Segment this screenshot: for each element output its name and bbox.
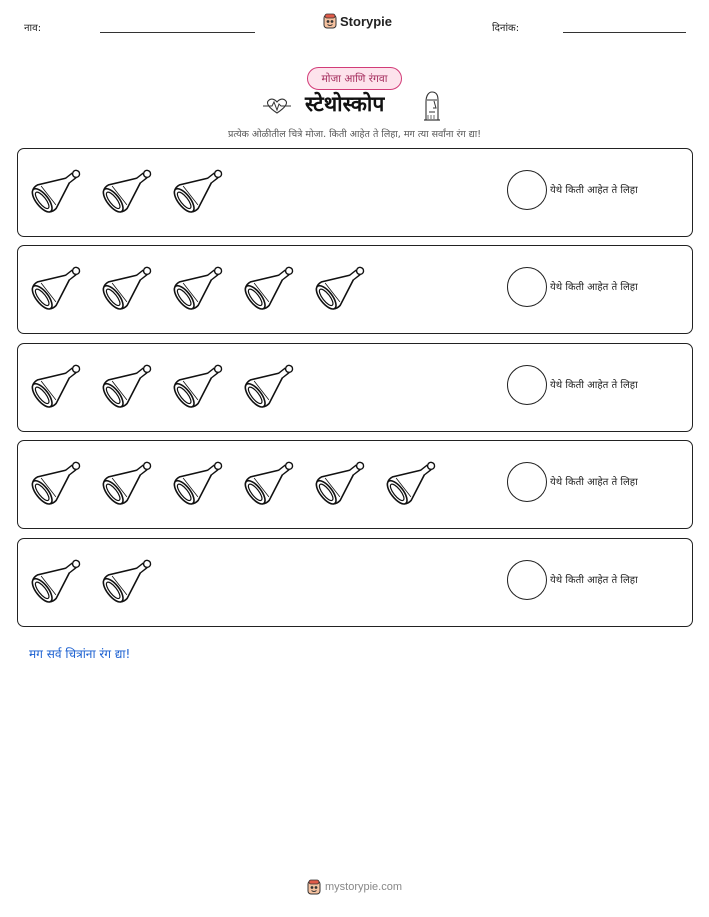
- name-write-line[interactable]: [100, 32, 255, 33]
- stethoscope-chestpiece-icon[interactable]: [170, 161, 232, 219]
- instructions: प्रत्येक ओळीतील चित्रे मोजा. किती आहेत ते लिहा, मग त्या सर्वांना रंग द्या!: [227, 129, 482, 140]
- stethoscope-chestpiece-icon[interactable]: [312, 453, 374, 511]
- stethoscope-chestpiece-icon[interactable]: [99, 161, 161, 219]
- worksheet-header: [0, 0, 709, 40]
- stethoscope-chestpiece-icon[interactable]: [28, 258, 90, 316]
- answer-label: येथे किती आहेत ते लिहा: [550, 185, 638, 196]
- stethoscope-chestpiece-icon[interactable]: [383, 453, 445, 511]
- activity-badge: मोजा आणि रंगवा: [307, 67, 402, 90]
- stethoscope-chestpiece-icon[interactable]: [99, 258, 161, 316]
- stethoscope-chestpiece-icon[interactable]: [99, 551, 161, 609]
- date-write-line[interactable]: [563, 32, 686, 33]
- stethoscope-chestpiece-icon[interactable]: [99, 356, 161, 414]
- page-title: स्टेथोस्कोप: [305, 92, 385, 116]
- date-label: दिनांक:: [492, 23, 520, 34]
- heartbeat-icon: [262, 96, 292, 116]
- answer-label: येथे किती आहेत ते लिहा: [550, 282, 638, 293]
- brand: [323, 13, 392, 29]
- counting-row: [17, 343, 693, 432]
- footer-note: मग सर्व चित्रांना रंग द्या!: [29, 647, 131, 661]
- footer-url: mystorypie.com: [325, 881, 403, 893]
- storypie-logo-icon: [323, 13, 337, 29]
- answer-circle[interactable]: [507, 560, 547, 600]
- answer-label: येथे किती आहेत ते लिहा: [550, 477, 638, 488]
- answer-circle[interactable]: [507, 365, 547, 405]
- title-row: [0, 90, 709, 122]
- stethoscope-chestpiece-icon[interactable]: [241, 356, 303, 414]
- stethoscope-chestpiece-icon[interactable]: [28, 161, 90, 219]
- name-label: नाव:: [24, 23, 42, 34]
- answer-label: येथे किती आहेत ते लिहा: [550, 575, 638, 586]
- stethoscope-chestpiece-icon[interactable]: [28, 356, 90, 414]
- answer-circle[interactable]: [507, 267, 547, 307]
- stethoscope-chestpiece-icon[interactable]: [312, 258, 374, 316]
- counting-row: [17, 148, 693, 237]
- storypie-logo-icon: [307, 879, 321, 895]
- moai-icon: [420, 90, 442, 122]
- answer-circle[interactable]: [507, 462, 547, 502]
- stethoscope-chestpiece-icon[interactable]: [241, 258, 303, 316]
- stethoscope-chestpiece-icon[interactable]: [28, 453, 90, 511]
- brand-name: Storypie: [340, 13, 393, 29]
- counting-row: [17, 538, 693, 627]
- answer-label: येथे किती आहेत ते लिहा: [550, 380, 638, 391]
- counting-row: [17, 440, 693, 529]
- stethoscope-chestpiece-icon[interactable]: [99, 453, 161, 511]
- stethoscope-chestpiece-icon[interactable]: [170, 453, 232, 511]
- stethoscope-chestpiece-icon[interactable]: [170, 258, 232, 316]
- answer-circle[interactable]: [507, 170, 547, 210]
- counting-row: [17, 245, 693, 334]
- stethoscope-chestpiece-icon[interactable]: [28, 551, 90, 609]
- stethoscope-chestpiece-icon[interactable]: [170, 356, 232, 414]
- footer-brand: [307, 879, 402, 895]
- stethoscope-chestpiece-icon[interactable]: [241, 453, 303, 511]
